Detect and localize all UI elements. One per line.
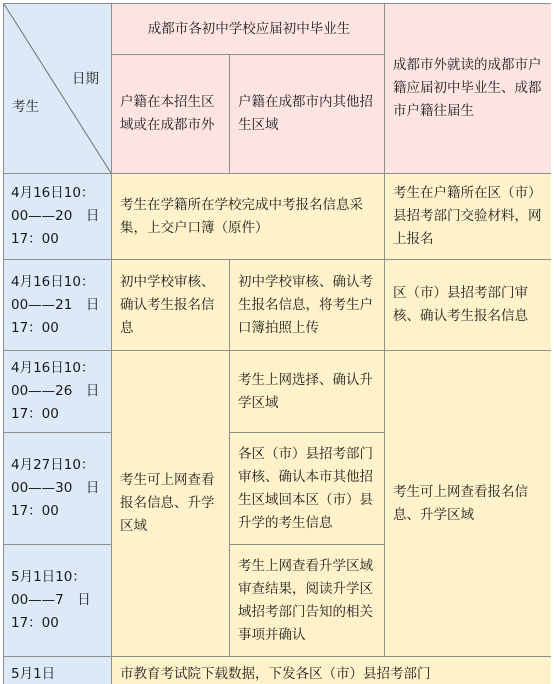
- date-cell: [4, 351, 112, 433]
- table-row: [4, 351, 552, 433]
- outside-students-cell: 区（市）县招考部门审核、确认考生报名信息: [385, 260, 552, 351]
- table-row: [4, 657, 552, 684]
- date-cell: [4, 260, 112, 351]
- other-area-cell: 考生上网查看升学区域审查结果，阅读升学区域招考部门告知的相关事项并确认: [230, 545, 385, 657]
- date-text: 4月16日10： 00——26 日 17：00: [11, 360, 100, 422]
- outside-students-merged-cell: 考生可上网查看报名信息、升学区域: [385, 351, 552, 657]
- all-students-cell: 市教育考试院下载数据，下发各区（市）县招考部门: [112, 657, 552, 684]
- header-row-1: [4, 4, 552, 55]
- table-row: [4, 260, 552, 351]
- date-cell: [4, 174, 112, 260]
- date-text: 5月1日10： 00——7 日 17：00: [11, 569, 91, 631]
- date-cell: [4, 657, 112, 684]
- local-students-cell: 考生在学籍所在学校完成中考报名信息采集，上交户口簿（原件）: [112, 174, 385, 260]
- other-area-cell: 考生上网选择、确认升学区域: [230, 351, 385, 433]
- date-cell: [4, 433, 112, 545]
- local-area-merged-cell: 考生可上网查看报名信息、升学区域: [112, 351, 230, 657]
- table-row: [4, 174, 552, 260]
- date-text: 4月16日10： 00——21 日 17：00: [11, 273, 100, 336]
- date-cell: [4, 545, 112, 657]
- corner-header-cell: [4, 4, 112, 174]
- local-area-header: 户籍在本招生区域或在成都市外: [112, 55, 230, 174]
- other-area-header: 户籍在成都市内其他招生区域: [230, 55, 385, 174]
- date-header-label: 日期: [72, 71, 99, 87]
- schedule-table: [3, 3, 551, 684]
- local-students-header: 成都市各初中学校应届初中毕业生: [112, 4, 385, 55]
- date-text: 4月16日10： 00——20 日 17：00: [11, 185, 100, 247]
- other-area-cell: 初中学校审核、确认考生报名信息，将考生户口簿拍照上传: [230, 260, 385, 351]
- local-area-cell: 初中学校审核、确认考生报名信息: [112, 260, 230, 351]
- diagonal-divider: [4, 4, 111, 173]
- other-area-cell: 各区（市）县招考部门审核、确认本市其他招生区域回本区（市）县升学的考生信息: [230, 433, 385, 545]
- outside-students-header: 成都市外就读的成都市户籍应届初中毕业生、成都市户籍往届生: [385, 4, 552, 174]
- student-header-label: 考生: [12, 99, 39, 115]
- date-text: 4月27日10： 00——30 日 17：00: [11, 457, 100, 519]
- registration-schedule: [3, 3, 551, 684]
- date-text: 5月1日: [11, 666, 56, 682]
- outside-students-cell: 考生在户籍所在区（市）县招考部门交验材料，网上报名: [385, 174, 552, 260]
